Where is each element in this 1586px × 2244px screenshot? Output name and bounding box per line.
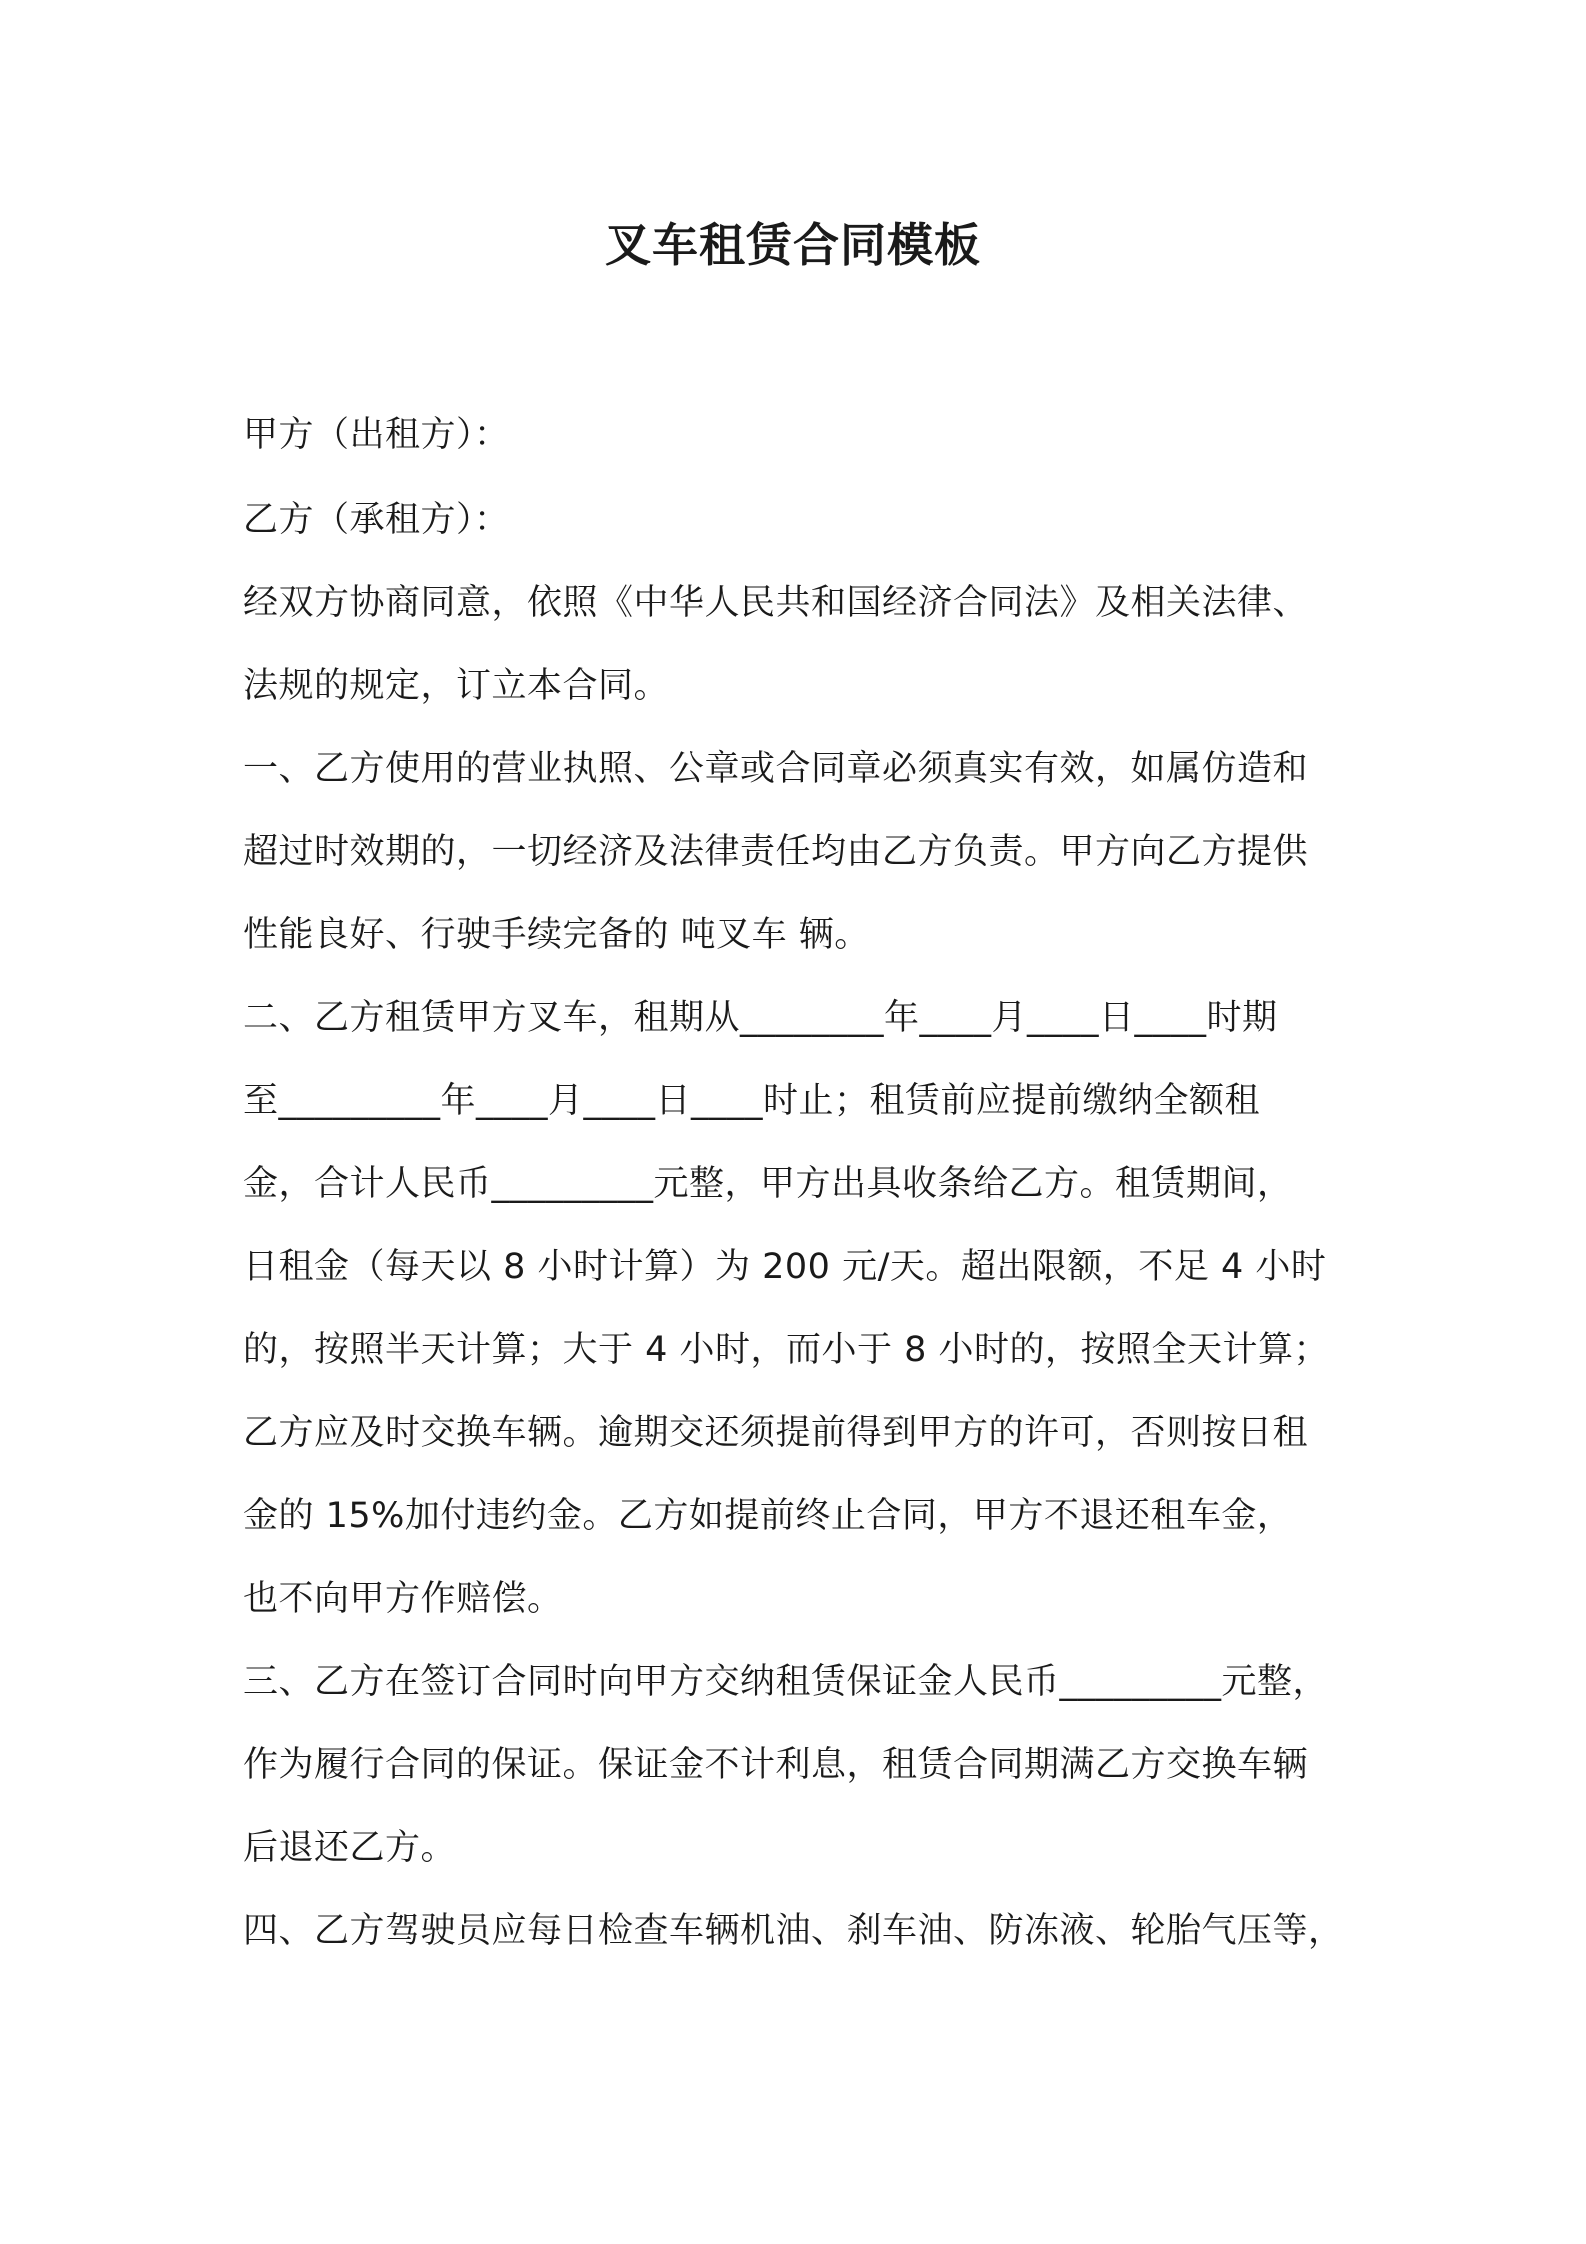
clause-3-line: 三、乙方在签订合同时向甲方交纳租赁保证金人民币_________元整， bbox=[243, 1662, 1329, 1702]
clause-2-line: 的，按照半天计算；大于 4 小时，而小于 8 小时的，按照全天计算； bbox=[243, 1330, 1330, 1370]
clause-2-line: 也不向甲方作赔偿。 bbox=[243, 1579, 563, 1619]
clause-1-line: 超过时效期的，一切经济及法律责任均由乙方负责。甲方向乙方提供 bbox=[243, 832, 1309, 872]
party-b-line: 乙方（承租方）： bbox=[243, 500, 510, 540]
clause-2-line: 日租金（每天以 8 小时计算）为 200 元/天。超出限额，不足 4 小时 bbox=[243, 1247, 1327, 1287]
body-line: 经双方协商同意，依照《中华人民共和国经济合同法》及相关法律、 bbox=[243, 583, 1309, 623]
body-line: 法规的规定，订立本合同。 bbox=[243, 666, 670, 706]
party-a-line: 甲方（出租方）： bbox=[243, 415, 510, 455]
clause-3-line: 作为履行合同的保证。保证金不计利息，租赁合同期满乙方交换车辆 bbox=[243, 1745, 1309, 1785]
clause-4-line: 四、乙方驾驶员应每日检查车辆机油、刹车油、防冻液、轮胎气压等， bbox=[243, 1911, 1344, 1951]
clause-2-line: 金，合计人民币_________元整，甲方出具收条给乙方。租赁期间， bbox=[243, 1164, 1293, 1204]
clause-2-line: 二、乙方租赁甲方叉车，租期从________年____月____日____时期 bbox=[243, 998, 1278, 1038]
document-title: 叉车租赁合同模板 bbox=[605, 218, 981, 272]
clause-3-line: 后退还乙方。 bbox=[243, 1828, 457, 1868]
clause-2-line: 至_________年____月____日____时止；租赁前应提前缴纳全额租 bbox=[243, 1081, 1261, 1121]
clause-2-line: 乙方应及时交换车辆。逾期交还须提前得到甲方的许可，否则按日租 bbox=[243, 1413, 1309, 1453]
clause-2-line: 金的 15%加付违约金。乙方如提前终止合同，甲方不退还租车金， bbox=[243, 1496, 1293, 1536]
clause-1-line: 性能良好、行驶手续完备的 吨叉车 辆。 bbox=[243, 915, 870, 955]
clause-1-line: 一、乙方使用的营业执照、公章或合同章必须真实有效，如属仿造和 bbox=[243, 749, 1309, 789]
